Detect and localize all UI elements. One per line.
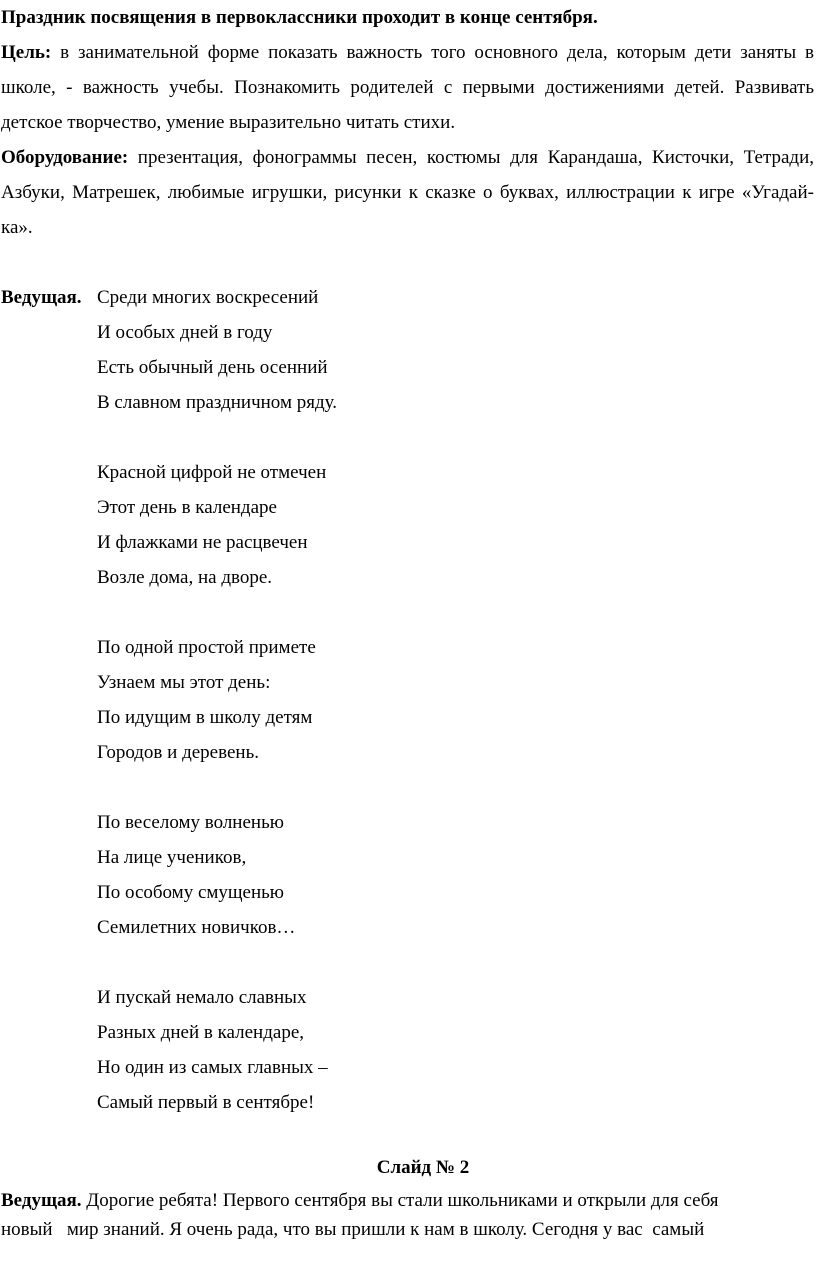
poem-line: Но один из самых главных – xyxy=(97,1057,328,1078)
goal-text: в занимательной форме показать важность того основного дела, которым дети заняты в школе, - важность учебы. Познакомить родителей с первыми достижениями детей. Развивать детское творчество, умение выразительно читать стихи. xyxy=(1,42,814,133)
poem-line: На лице учеников, xyxy=(97,847,247,868)
slide-heading: Слайд № 2 xyxy=(376,1157,470,1178)
closing-speaker-label: Ведущая. xyxy=(1,1190,82,1211)
poem-line: И особых дней в году xyxy=(97,322,273,343)
poem-line: Узнаем мы этот день: xyxy=(97,672,271,693)
poem-line: По идущим в школу детям xyxy=(97,707,313,728)
equipment-paragraph xyxy=(1,140,814,245)
page-title: Праздник посвящения в первоклассники проходит в конце сентября. xyxy=(1,7,598,28)
poem-line: Разных дней в календаре, xyxy=(97,1022,305,1043)
closing-line-1: Дорогие ребята! Первого сентября вы стали школьниками и открыли для себя xyxy=(81,1190,719,1211)
closing-paragraph xyxy=(1,1186,814,1244)
poem-line: Семилетних новичков… xyxy=(97,917,296,938)
poem-line: Среди многих воскресений xyxy=(97,287,319,308)
poem-line: И пускай немало славных xyxy=(97,987,307,1008)
poem-line: Есть обычный день осенний xyxy=(97,357,328,378)
poem-line: Возле дома, на дворе. xyxy=(97,567,273,588)
poem-line: По веселому волненью xyxy=(97,812,284,833)
goal-paragraph xyxy=(1,35,814,140)
poem-line: И флажками не расцвечен xyxy=(97,532,308,553)
closing-line-2: новый мир знаний. Я очень рада, что вы пришли к нам в школу. Сегодня у вас самый xyxy=(1,1219,705,1240)
goal-label: Цель: xyxy=(1,42,52,63)
equipment-text: презентация, фонограммы песен, костюмы для Карандаша, Кисточки, Тетради, Азбуки, Матрешек, любимые игрушки, рисунки к сказке о буквах, иллюстрации к игре «Угадай-ка». xyxy=(1,147,814,238)
poem-line: По особому смущенью xyxy=(97,882,285,903)
equipment-label: Оборудование: xyxy=(1,147,129,168)
poem-line: По одной простой примете xyxy=(97,637,316,658)
poem-line: Красной цифрой не отмечен xyxy=(97,462,327,483)
poem-line: Городов и деревень. xyxy=(97,742,259,763)
poem-line: Самый первый в сентябре! xyxy=(97,1092,315,1113)
poem-line: Этот день в календаре xyxy=(97,497,277,518)
poem-line: В славном праздничном ряду. xyxy=(97,392,337,413)
poem-speaker-label: Ведущая. xyxy=(1,287,82,308)
